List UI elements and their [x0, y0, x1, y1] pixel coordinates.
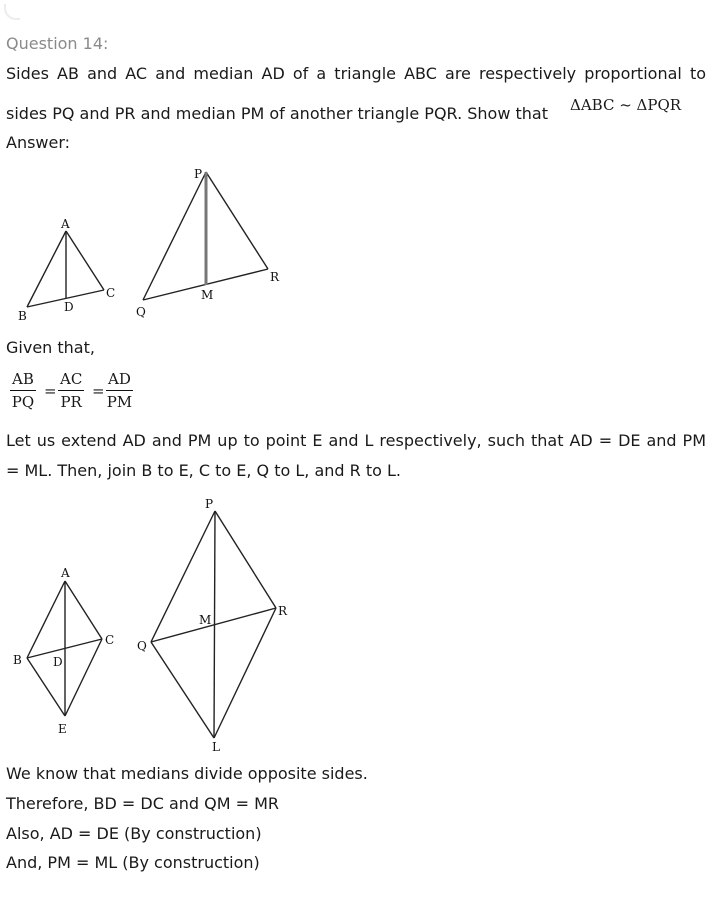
- label-b: B: [13, 653, 22, 667]
- equals-sign: =: [44, 382, 57, 400]
- label-q: Q: [137, 639, 147, 653]
- conclusion-line-4: And, PM = ML (By construction): [6, 853, 260, 872]
- fraction-denominator: PQ: [11, 393, 35, 411]
- fraction-denominator: PM: [106, 393, 133, 411]
- label-r: R: [278, 604, 288, 618]
- similarity-claim: ΔABC ~ ΔPQR: [570, 96, 682, 114]
- equals-sign: =: [92, 382, 105, 400]
- conclusion-line-1: We know that medians divide opposite sides.: [6, 764, 368, 783]
- label-d: D: [64, 300, 74, 314]
- question-line-1: Sides AB and AC and median AD of a triangle ABC are respectively proportional to: [6, 64, 706, 83]
- label-q: Q: [136, 305, 146, 319]
- figure-extended-parallelograms: [0, 490, 320, 760]
- label-d: D: [53, 655, 63, 669]
- label-b: B: [18, 309, 27, 323]
- label-m: M: [199, 613, 212, 627]
- question-title: Question 14:: [6, 34, 109, 53]
- label-p: P: [205, 497, 214, 511]
- fraction-numerator: AB: [10, 372, 36, 391]
- parallelogram-abec: [27, 581, 102, 716]
- fraction-denominator: PR: [60, 393, 82, 411]
- triangle-pqr: [143, 172, 268, 300]
- triangle-abc: [27, 231, 104, 307]
- fraction-ad-pm: [106, 372, 133, 410]
- label-r: R: [270, 270, 280, 284]
- given-label: Given that,: [6, 338, 95, 357]
- parallelogram-pqlr: [151, 511, 276, 738]
- conclusion-line-2: Therefore, BD = DC and QM = MR: [6, 794, 280, 813]
- fraction-numerator: AC: [58, 372, 84, 391]
- figure-triangles-original: [0, 160, 300, 330]
- label-p: P: [194, 167, 203, 181]
- label-c: C: [106, 286, 116, 300]
- label-a: A: [61, 217, 70, 231]
- label-m: M: [201, 288, 214, 302]
- fraction-numerator: AD: [106, 372, 133, 391]
- label-a: A: [61, 566, 70, 580]
- fraction-ab-pq: [10, 372, 36, 410]
- question-line-2: sides PQ and PR and median PM of another triangle PQR. Show that: [6, 104, 549, 123]
- label-c: C: [105, 633, 115, 647]
- answer-label: Answer:: [6, 133, 71, 152]
- construction-line-2: = ML. Then, join B to E, C to E, Q to L, and R to L.: [6, 461, 401, 480]
- fraction-ac-pr: [58, 372, 84, 410]
- label-l: L: [212, 740, 220, 754]
- conclusion-line-3: Also, AD = DE (By construction): [6, 824, 262, 843]
- construction-line-1: Let us extend AD and PM up to point E and L respectively, such that AD = DE and PM: [6, 431, 706, 450]
- corner-decoration: [4, 4, 20, 20]
- label-e: E: [58, 722, 67, 736]
